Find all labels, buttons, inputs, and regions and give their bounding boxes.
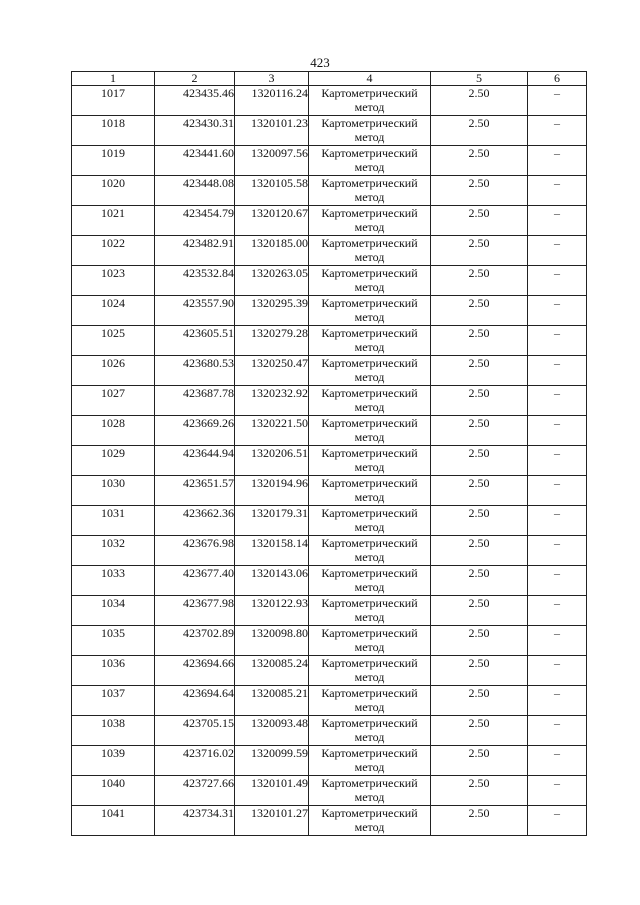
page-number: 423 <box>310 55 330 70</box>
method-line-2: метод <box>354 250 385 264</box>
x-coordinate-cell: 423605.51 <box>155 326 235 356</box>
point-number-cell: 1040 <box>72 776 155 806</box>
accuracy-cell: 2.50 <box>431 686 528 716</box>
method-line-2: метод <box>354 160 385 174</box>
method-line-1: Картометрический <box>321 536 418 550</box>
method-cell <box>309 146 431 176</box>
method-cell <box>309 86 431 116</box>
note-cell: – <box>528 176 587 206</box>
table-row <box>72 416 587 446</box>
note-cell: – <box>528 536 587 566</box>
table-row <box>72 686 587 716</box>
table-row <box>72 236 587 266</box>
method-line-2: метод <box>354 340 385 354</box>
method-line-2: метод <box>354 190 385 204</box>
method-cell <box>309 776 431 806</box>
x-coordinate-cell: 423454.79 <box>155 206 235 236</box>
method-line-1: Картометрический <box>321 146 418 160</box>
method-line-1: Картометрический <box>321 206 418 220</box>
table-row <box>72 266 587 296</box>
y-coordinate-cell: 1320194.96 <box>235 476 309 506</box>
y-coordinate-cell: 1320185.00 <box>235 236 309 266</box>
method-line-2: метод <box>354 730 385 744</box>
column-header-1: 1 <box>72 72 155 86</box>
method-cell <box>309 446 431 476</box>
accuracy-cell: 2.50 <box>431 716 528 746</box>
method-line-2: метод <box>354 220 385 234</box>
point-number-cell: 1019 <box>72 146 155 176</box>
method-line-1: Картометрический <box>321 596 418 610</box>
note-cell: – <box>528 266 587 296</box>
point-number-cell: 1022 <box>72 236 155 266</box>
method-cell <box>309 746 431 776</box>
method-line-1: Картометрический <box>321 506 418 520</box>
method-line-1: Картометрический <box>321 446 418 460</box>
method-line-1: Картометрический <box>321 716 418 730</box>
note-cell: – <box>528 356 587 386</box>
method-line-2: метод <box>354 100 385 114</box>
x-coordinate-cell: 423705.15 <box>155 716 235 746</box>
y-coordinate-cell: 1320085.21 <box>235 686 309 716</box>
note-cell: – <box>528 86 587 116</box>
accuracy-cell: 2.50 <box>431 266 528 296</box>
accuracy-cell: 2.50 <box>431 506 528 536</box>
table-row <box>72 476 587 506</box>
point-number-cell: 1024 <box>72 296 155 326</box>
table-row <box>72 596 587 626</box>
method-line-2: метод <box>354 700 385 714</box>
accuracy-cell: 2.50 <box>431 416 528 446</box>
note-cell: – <box>528 446 587 476</box>
y-coordinate-cell: 1320101.49 <box>235 776 309 806</box>
point-number-cell: 1033 <box>72 566 155 596</box>
y-coordinate-cell: 1320206.51 <box>235 446 309 476</box>
x-coordinate-cell: 423680.53 <box>155 356 235 386</box>
x-coordinate-cell: 423532.84 <box>155 266 235 296</box>
x-coordinate-cell: 423676.98 <box>155 536 235 566</box>
note-cell: – <box>528 626 587 656</box>
table-row <box>72 536 587 566</box>
point-number-cell: 1028 <box>72 416 155 446</box>
method-line-2: метод <box>354 670 385 684</box>
method-line-2: метод <box>354 640 385 654</box>
table-row <box>72 506 587 536</box>
method-line-2: метод <box>354 820 385 834</box>
point-number-cell: 1018 <box>72 116 155 146</box>
y-coordinate-cell: 1320101.27 <box>235 806 309 836</box>
table-body <box>72 86 587 836</box>
method-line-1: Картометрический <box>321 176 418 190</box>
table-row <box>72 626 587 656</box>
y-coordinate-cell: 1320279.28 <box>235 326 309 356</box>
x-coordinate-cell: 423430.31 <box>155 116 235 146</box>
point-number-cell: 1027 <box>72 386 155 416</box>
y-coordinate-cell: 1320105.58 <box>235 176 309 206</box>
method-line-2: метод <box>354 790 385 804</box>
column-header-5: 5 <box>431 72 528 86</box>
method-cell <box>309 416 431 446</box>
method-cell <box>309 296 431 326</box>
y-coordinate-cell: 1320101.23 <box>235 116 309 146</box>
accuracy-cell: 2.50 <box>431 476 528 506</box>
point-number-cell: 1032 <box>72 536 155 566</box>
point-number-cell: 1030 <box>72 476 155 506</box>
accuracy-cell: 2.50 <box>431 806 528 836</box>
point-number-cell: 1021 <box>72 206 155 236</box>
point-number-cell: 1026 <box>72 356 155 386</box>
method-line-2: метод <box>354 580 385 594</box>
point-number-cell: 1031 <box>72 506 155 536</box>
table-row <box>72 566 587 596</box>
table-header-row <box>72 72 587 86</box>
column-header-3: 3 <box>235 72 309 86</box>
y-coordinate-cell: 1320085.24 <box>235 656 309 686</box>
method-cell <box>309 236 431 266</box>
note-cell: – <box>528 566 587 596</box>
table-row <box>72 86 587 116</box>
table-row <box>72 146 587 176</box>
method-line-2: метод <box>354 280 385 294</box>
point-number-cell: 1037 <box>72 686 155 716</box>
y-coordinate-cell: 1320099.59 <box>235 746 309 776</box>
accuracy-cell: 2.50 <box>431 656 528 686</box>
method-cell <box>309 116 431 146</box>
method-cell <box>309 626 431 656</box>
method-cell <box>309 566 431 596</box>
y-coordinate-cell: 1320263.05 <box>235 266 309 296</box>
point-number-cell: 1023 <box>72 266 155 296</box>
x-coordinate-cell: 423662.36 <box>155 506 235 536</box>
method-line-1: Картометрический <box>321 686 418 700</box>
table-row <box>72 656 587 686</box>
y-coordinate-cell: 1320093.48 <box>235 716 309 746</box>
y-coordinate-cell: 1320097.56 <box>235 146 309 176</box>
accuracy-cell: 2.50 <box>431 116 528 146</box>
note-cell: – <box>528 746 587 776</box>
accuracy-cell: 2.50 <box>431 356 528 386</box>
method-line-1: Картометрический <box>321 326 418 340</box>
method-cell <box>309 476 431 506</box>
y-coordinate-cell: 1320295.39 <box>235 296 309 326</box>
note-cell: – <box>528 116 587 146</box>
y-coordinate-cell: 1320122.93 <box>235 596 309 626</box>
method-cell <box>309 326 431 356</box>
method-line-1: Картометрический <box>321 266 418 280</box>
table-row <box>72 806 587 836</box>
method-line-2: метод <box>354 310 385 324</box>
x-coordinate-cell: 423644.94 <box>155 446 235 476</box>
method-cell <box>309 716 431 746</box>
x-coordinate-cell: 423482.91 <box>155 236 235 266</box>
method-line-1: Картометрический <box>321 476 418 490</box>
column-header-4: 4 <box>309 72 431 86</box>
method-line-1: Картометрический <box>321 656 418 670</box>
note-cell: – <box>528 146 587 176</box>
note-cell: – <box>528 656 587 686</box>
table-row <box>72 296 587 326</box>
table-row <box>72 116 587 146</box>
table-row <box>72 776 587 806</box>
method-line-1: Картометрический <box>321 566 418 580</box>
y-coordinate-cell: 1320120.67 <box>235 206 309 236</box>
accuracy-cell: 2.50 <box>431 386 528 416</box>
note-cell: – <box>528 806 587 836</box>
method-line-2: метод <box>354 520 385 534</box>
point-number-cell: 1025 <box>72 326 155 356</box>
accuracy-cell: 2.50 <box>431 206 528 236</box>
x-coordinate-cell: 423441.60 <box>155 146 235 176</box>
method-cell <box>309 266 431 296</box>
method-cell <box>309 506 431 536</box>
x-coordinate-cell: 423687.78 <box>155 386 235 416</box>
point-number-cell: 1017 <box>72 86 155 116</box>
method-line-2: метод <box>354 430 385 444</box>
accuracy-cell: 2.50 <box>431 446 528 476</box>
accuracy-cell: 2.50 <box>431 596 528 626</box>
note-cell: – <box>528 776 587 806</box>
x-coordinate-cell: 423734.31 <box>155 806 235 836</box>
accuracy-cell: 2.50 <box>431 146 528 176</box>
point-number-cell: 1035 <box>72 626 155 656</box>
x-coordinate-cell: 423677.98 <box>155 596 235 626</box>
x-coordinate-cell: 423694.64 <box>155 686 235 716</box>
table-row <box>72 746 587 776</box>
note-cell: – <box>528 716 587 746</box>
point-number-cell: 1038 <box>72 716 155 746</box>
accuracy-cell: 2.50 <box>431 296 528 326</box>
method-line-1: Картометрический <box>321 776 418 790</box>
x-coordinate-cell: 423448.08 <box>155 176 235 206</box>
method-line-2: метод <box>354 370 385 384</box>
accuracy-cell: 2.50 <box>431 326 528 356</box>
note-cell: – <box>528 596 587 626</box>
note-cell: – <box>528 506 587 536</box>
method-cell <box>309 356 431 386</box>
method-cell <box>309 536 431 566</box>
y-coordinate-cell: 1320116.24 <box>235 86 309 116</box>
note-cell: – <box>528 386 587 416</box>
y-coordinate-cell: 1320158.14 <box>235 536 309 566</box>
note-cell: – <box>528 686 587 716</box>
x-coordinate-cell: 423669.26 <box>155 416 235 446</box>
point-number-cell: 1020 <box>72 176 155 206</box>
note-cell: – <box>528 416 587 446</box>
method-line-2: метод <box>354 490 385 504</box>
point-number-cell: 1034 <box>72 596 155 626</box>
method-line-2: метод <box>354 610 385 624</box>
table-row <box>72 326 587 356</box>
coordinates-table <box>71 71 587 836</box>
y-coordinate-cell: 1320098.80 <box>235 626 309 656</box>
method-line-2: метод <box>354 400 385 414</box>
table-row <box>72 356 587 386</box>
table-row <box>72 386 587 416</box>
method-line-1: Картометрический <box>321 746 418 760</box>
x-coordinate-cell: 423435.46 <box>155 86 235 116</box>
method-cell <box>309 596 431 626</box>
method-line-2: метод <box>354 130 385 144</box>
table-row <box>72 716 587 746</box>
method-line-2: метод <box>354 760 385 774</box>
accuracy-cell: 2.50 <box>431 236 528 266</box>
point-number-cell: 1029 <box>72 446 155 476</box>
column-header-2: 2 <box>155 72 235 86</box>
note-cell: – <box>528 296 587 326</box>
accuracy-cell: 2.50 <box>431 626 528 656</box>
method-cell <box>309 656 431 686</box>
method-cell <box>309 806 431 836</box>
method-line-2: метод <box>354 550 385 564</box>
x-coordinate-cell: 423677.40 <box>155 566 235 596</box>
note-cell: – <box>528 206 587 236</box>
point-number-cell: 1041 <box>72 806 155 836</box>
x-coordinate-cell: 423727.66 <box>155 776 235 806</box>
method-line-1: Картометрический <box>321 806 418 820</box>
note-cell: – <box>528 236 587 266</box>
method-line-1: Картометрический <box>321 296 418 310</box>
x-coordinate-cell: 423702.89 <box>155 626 235 656</box>
table-row <box>72 206 587 236</box>
method-line-2: метод <box>354 460 385 474</box>
method-line-1: Картометрический <box>321 626 418 640</box>
method-line-1: Картометрический <box>321 86 418 100</box>
method-line-1: Картометрический <box>321 386 418 400</box>
accuracy-cell: 2.50 <box>431 176 528 206</box>
note-cell: – <box>528 326 587 356</box>
note-cell: – <box>528 476 587 506</box>
method-line-1: Картометрический <box>321 116 418 130</box>
y-coordinate-cell: 1320143.06 <box>235 566 309 596</box>
method-cell <box>309 176 431 206</box>
accuracy-cell: 2.50 <box>431 776 528 806</box>
y-coordinate-cell: 1320179.31 <box>235 506 309 536</box>
accuracy-cell: 2.50 <box>431 86 528 116</box>
y-coordinate-cell: 1320250.47 <box>235 356 309 386</box>
point-number-cell: 1039 <box>72 746 155 776</box>
method-line-1: Картометрический <box>321 356 418 370</box>
y-coordinate-cell: 1320221.50 <box>235 416 309 446</box>
x-coordinate-cell: 423557.90 <box>155 296 235 326</box>
accuracy-cell: 2.50 <box>431 536 528 566</box>
method-cell <box>309 386 431 416</box>
x-coordinate-cell: 423651.57 <box>155 476 235 506</box>
accuracy-cell: 2.50 <box>431 566 528 596</box>
method-cell <box>309 686 431 716</box>
method-line-1: Картометрический <box>321 236 418 250</box>
table-row <box>72 176 587 206</box>
y-coordinate-cell: 1320232.92 <box>235 386 309 416</box>
accuracy-cell: 2.50 <box>431 746 528 776</box>
column-header-6: 6 <box>528 72 587 86</box>
table-row <box>72 446 587 476</box>
method-cell <box>309 206 431 236</box>
method-line-1: Картометрический <box>321 416 418 430</box>
x-coordinate-cell: 423716.02 <box>155 746 235 776</box>
x-coordinate-cell: 423694.66 <box>155 656 235 686</box>
point-number-cell: 1036 <box>72 656 155 686</box>
